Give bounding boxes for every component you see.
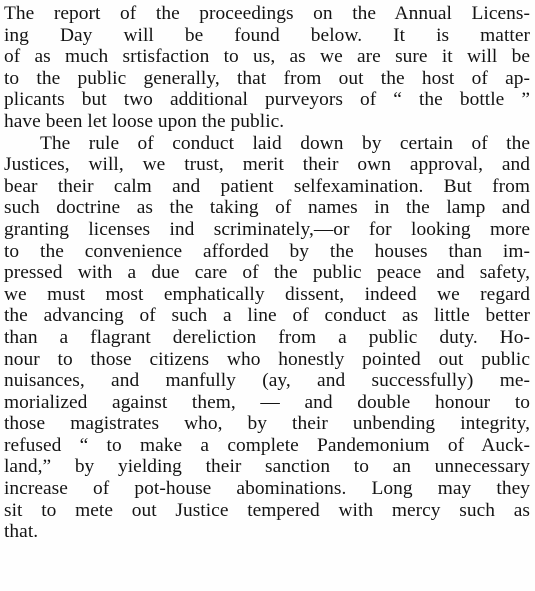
text-line: those magistrates who, by their unbending integrity, bbox=[4, 413, 530, 435]
text-line: The rule of conduct laid down by certain of the bbox=[40, 132, 530, 154]
text-line: pressed with a due care of the public peace and safety, bbox=[4, 262, 530, 284]
text-line: increase of pot-house abominations. Long may they bbox=[4, 478, 530, 500]
text-line: plicants but two additional purveyors of “ the bottle ” bbox=[4, 89, 530, 111]
text-line: the advancing of such a line of conduct as little better bbox=[4, 305, 530, 327]
text-line: Justices, will, we trust, merit their own approval, and bbox=[4, 154, 530, 176]
text-line: sit to mete out Justice tempered with mercy such as bbox=[4, 499, 530, 521]
paragraph-1 bbox=[4, 3, 530, 133]
paragraph-2 bbox=[4, 133, 530, 543]
text-line: have been let loose upon the public. bbox=[4, 110, 285, 132]
text-line: we must most emphatically dissent, indeed we regard bbox=[4, 283, 530, 305]
text-line: nour to those citizens who honestly pointed out public bbox=[4, 348, 530, 370]
text-line: than a flagrant dereliction from a public duty. Ho- bbox=[4, 326, 530, 348]
text-line: granting licenses ind scriminately,—or for looking more bbox=[4, 218, 530, 240]
text-line: to the convenience afforded by the houses than im- bbox=[4, 240, 530, 262]
text-line: refused “ to make a complete Pandemonium of Auck- bbox=[4, 434, 530, 456]
text-line: bear their calm and patient selfexamination. But from bbox=[4, 175, 530, 197]
text-line: The report of the proceedings on the Annual Licens- bbox=[4, 3, 530, 24]
text-line: land,” by yielding their sanction to an unnecessary bbox=[4, 456, 530, 478]
text-line: morialized against them, — and double honour to bbox=[4, 391, 530, 413]
text-line: to the public generally, that from out the host of ap- bbox=[4, 67, 530, 89]
text-line: nuisances, and manfully (ay, and successfully) me- bbox=[4, 370, 530, 392]
text-line: of as much srtisfaction to us, as we are sure it will be bbox=[4, 46, 530, 68]
text-line: ing Day will be found below. It is matter bbox=[4, 24, 530, 46]
text-line: that. bbox=[4, 521, 39, 543]
text-line: such doctrine as the taking of names in the lamp and bbox=[4, 197, 530, 219]
